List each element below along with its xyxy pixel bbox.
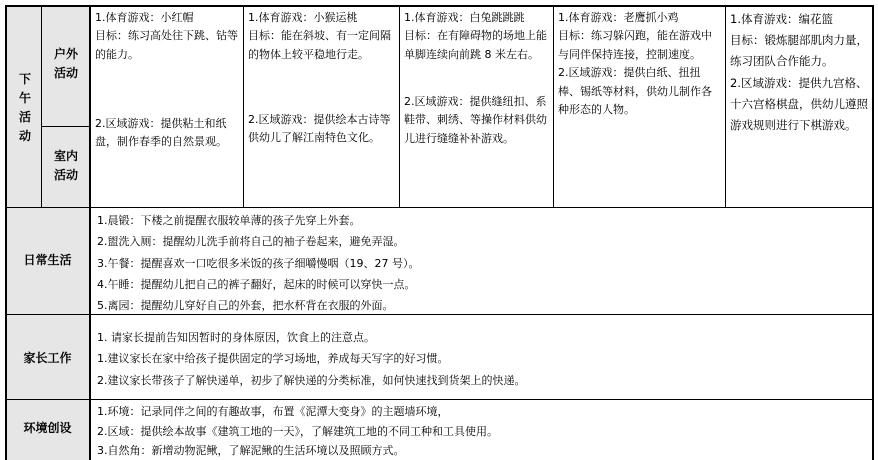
parent-work-item: 2.建议家长带孩子了解快递单，初步了解快递的分类标准，如何快速找到货架上的快递。 [97, 373, 526, 387]
outdoor-indoor-divider [42, 126, 89, 127]
parent-work-text: 家长工作 [23, 350, 72, 365]
environment-label [6, 416, 89, 440]
day-5-cell [726, 7, 872, 207]
daily-life-text: 日常生活 [23, 252, 72, 267]
day-1-game: 1.体育游戏：小红帽 [95, 11, 194, 24]
table-border-left [5, 5, 7, 460]
indoor-activity-label [44, 142, 88, 190]
day-2-area-game: 2.区域游戏：提供绘本古诗等供幼儿了解江南特色文化。 [248, 113, 391, 145]
day-1-outdoor-cell [91, 7, 243, 115]
environment-item: 3.自然角：新增动物泥鳅，了解泥鳅的生活环境以及照顾方式。 [97, 444, 405, 457]
day-2-goal: 目标：能在斜坡、有一定间隔的物体上较平稳地行走。 [248, 29, 391, 61]
outdoor-activity-text: 户外活动 [53, 47, 78, 80]
daily-life-item: 3.午餐：提醒喜欢一口吃很多米饭的孩子细嚼慢咽（19、27 号）。 [97, 256, 420, 270]
environment-item: 1.环境：记录同伴之间的有趣故事，布置《泥潭大变身》的主题墙环境， [97, 405, 449, 418]
day-4-game: 1.体育游戏：老鹰抓小鸡 [558, 11, 679, 24]
day-2-indoor-cell [244, 109, 399, 207]
daily-life-item: 4.午睡：提醒幼儿把自己的裤子翻好，起床的时候可以穿快一点。 [97, 277, 416, 291]
daily-life-list [91, 208, 872, 314]
day-4-area-game: 2.区域游戏：提供白纸、扭扭棒、锡纸等材料，供幼儿制作各种形态的人物。 [558, 66, 712, 117]
table-border-right [872, 5, 874, 460]
daily-life-item: 1.晨锻：下楼之前提醒衣服较单薄的孩子先穿上外套。 [97, 214, 361, 227]
day-1-indoor-cell [91, 113, 243, 207]
indoor-activity-text: 室内活动 [53, 149, 78, 182]
environment-text: 环境创设 [23, 420, 72, 435]
day-4-goal: 目标：练习躲闪跑，能在游戏中与同伴保持连接，控制速度。 [558, 29, 712, 61]
environment-list [91, 400, 872, 460]
day-1-goal: 目标：练习高处往下跳、钻等的能力。 [95, 29, 238, 61]
day-1-area-game: 2.区域游戏：提供粘土和纸盘，制作春季的自然景观。 [95, 117, 227, 149]
parent-work-item: 1. 请家长提前告知因暂时的身体原因，饮食上的注意点。 [97, 331, 375, 344]
environment-item: 2.区域：提供绘本故事《建筑工地的一天》，了解建筑工地的不同工种和工具使用。 [97, 424, 498, 438]
daily-life-item: 5.离园：提醒幼儿穿好自己的外套，把水杯背在衣服的外面。 [97, 299, 394, 313]
day-2-outdoor-cell [244, 7, 399, 115]
col-divider-label [41, 6, 42, 208]
day-5-goal: 目标：锻炼腿部肌肉力量，练习团队合作能力。 [730, 33, 868, 69]
parent-work-item: 1.建议家长在家中给孩子提供固定的学习场地，养成每天写字的好习惯。 [97, 352, 449, 366]
parent-work-list [91, 315, 872, 399]
day-4-cell [554, 7, 725, 207]
day-3-outdoor-cell [400, 7, 553, 93]
day-3-game: 1.体育游戏：白兔跳跳跳 [404, 11, 525, 24]
day-5-game: 1.体育游戏：编花篮 [730, 12, 833, 26]
day-3-area-game: 2.区域游戏：提供缝纽扣、系鞋带、刺绣、等操作材料供幼儿进行缝缝补补游戏。 [404, 95, 547, 145]
afternoon-activity-label [14, 60, 36, 156]
daily-life-item: 2.盥洗入厕：提醒幼儿洗手前将自己的袖子卷起来，避免弄湿。 [97, 235, 405, 249]
day-3-indoor-cell [400, 91, 553, 207]
daily-life-label [6, 248, 89, 272]
afternoon-activity-text: 下午活动 [18, 72, 31, 143]
day-5-area-game: 2.区域游戏：提供九宫格、十六宫格棋盘，供幼儿遵照游戏规则进行下棋游戏。 [730, 75, 868, 133]
outdoor-activity-label [44, 40, 88, 88]
day-2-game: 1.体育游戏：小猴运桃 [248, 11, 358, 24]
parent-work-label [6, 346, 89, 370]
day-3-goal: 目标：在有障碍物的场地上能单脚连续向前跳 8 米左右。 [404, 29, 547, 61]
